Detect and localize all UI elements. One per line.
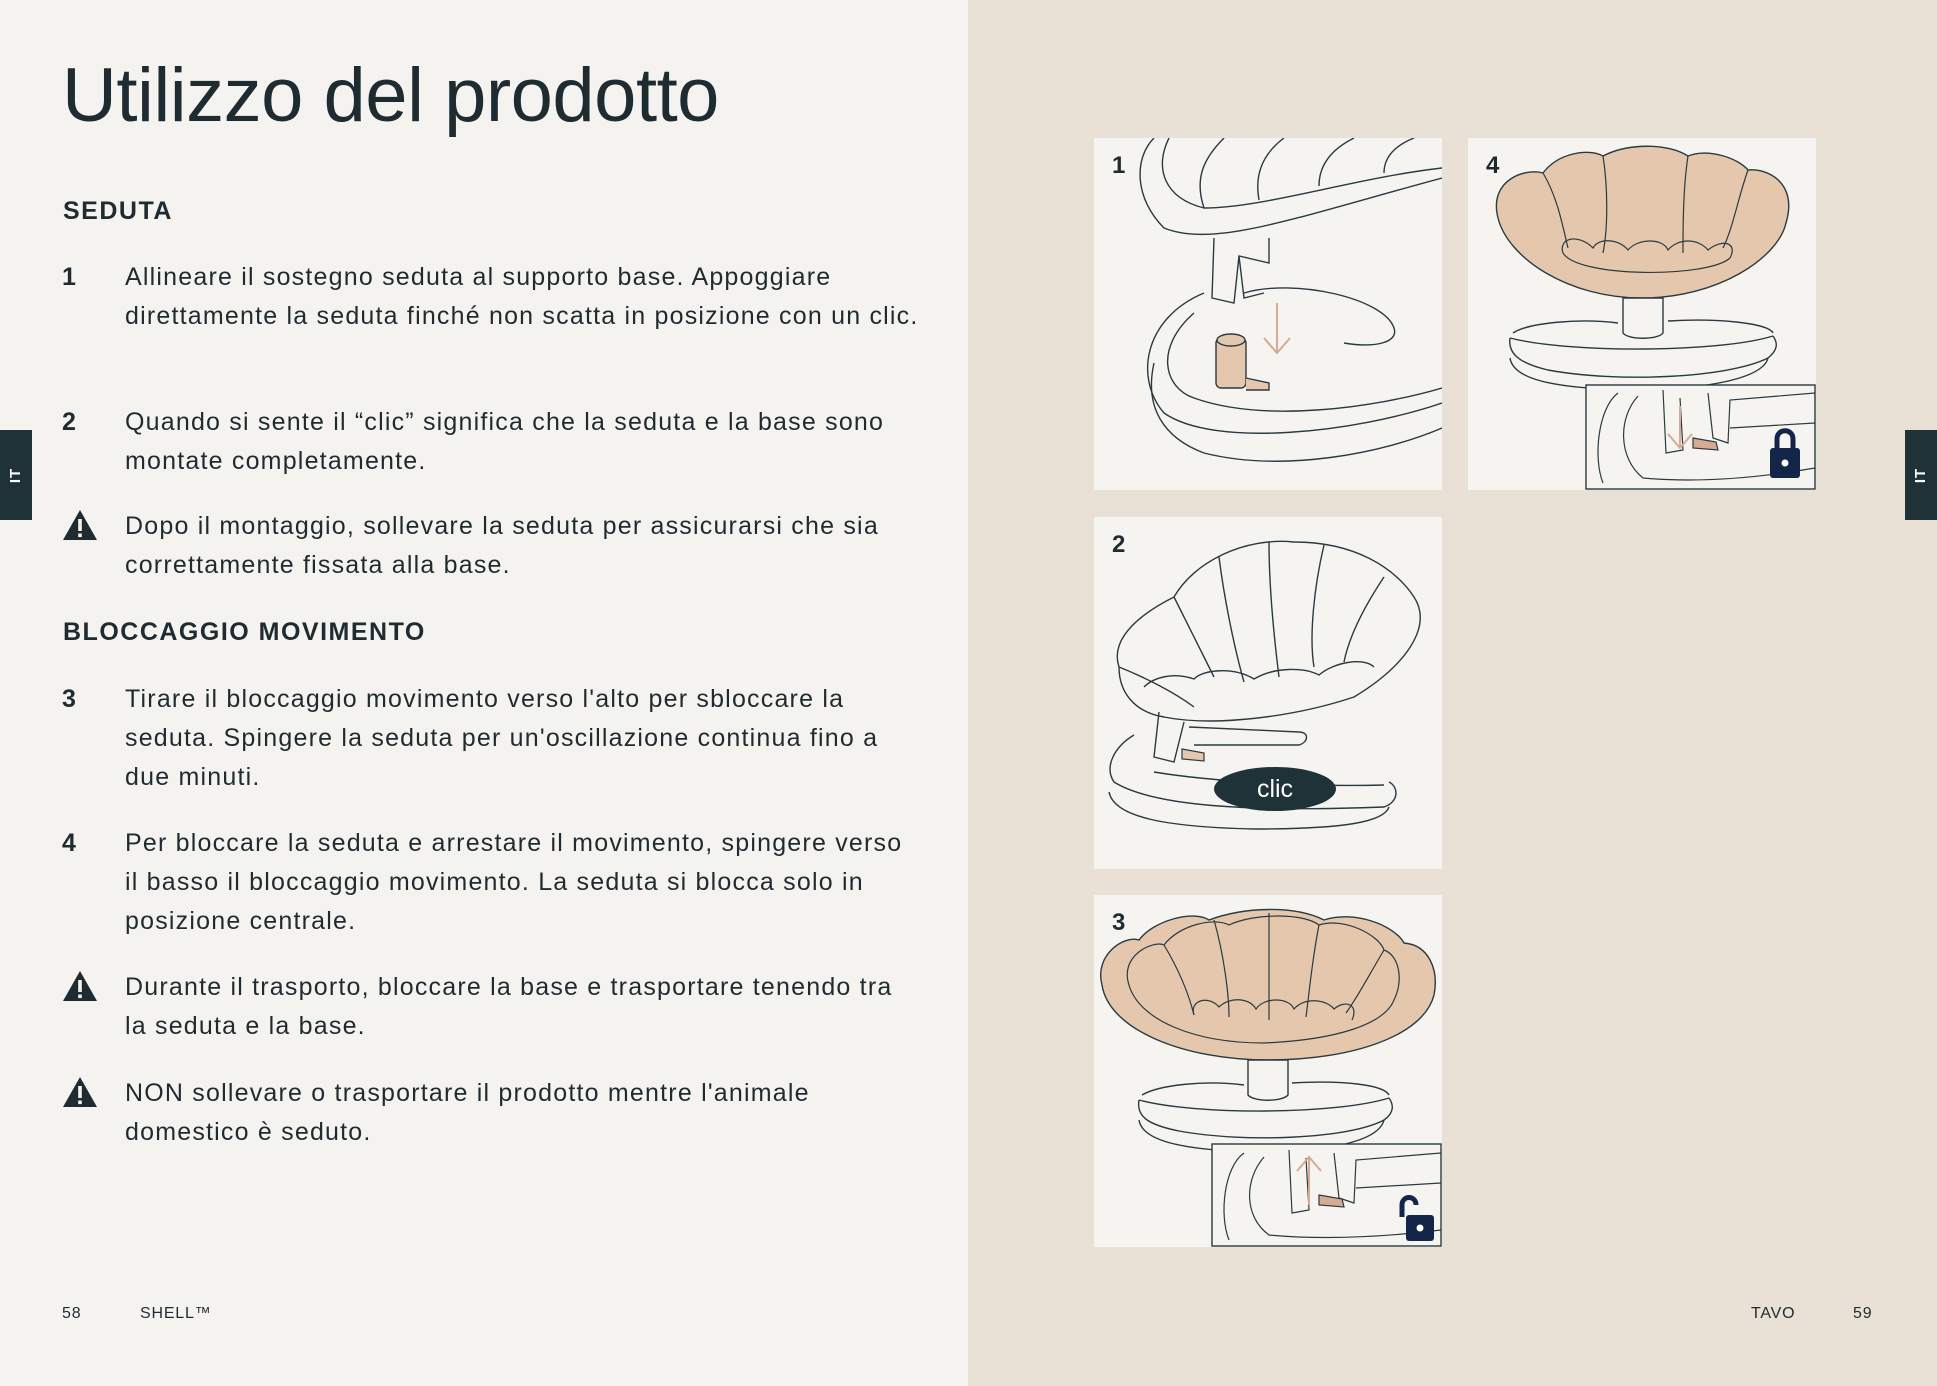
step-text: Allineare il sostegno seduta al supporto base. Appoggiare direttamente la seduta finché non scatta in posizione con un clic. (125, 263, 919, 330)
warning-2 (62, 968, 922, 1046)
brand-shell: SHELL™ (140, 1305, 212, 1322)
figure-number: 3 (1112, 909, 1126, 936)
brand-tavo: TAVO (1751, 1305, 1796, 1322)
figure-number: 2 (1112, 531, 1126, 558)
step-2 (62, 403, 922, 481)
warning-icon (62, 509, 98, 541)
figure-4-illustration (1468, 138, 1816, 490)
step-number: 1 (62, 263, 78, 291)
step-1 (62, 258, 922, 336)
figure-4-lock-movement (1468, 138, 1816, 490)
warning-text: NON sollevare o trasportare il prodotto mentre l'animale domestico è seduto. (125, 1079, 810, 1146)
figure-2-illustration (1094, 517, 1442, 869)
step-3 (62, 680, 922, 797)
figure-3-illustration (1094, 895, 1442, 1247)
warning-text: Durante il trasporto, bloccare la base e trasportare tenendo tra la seduta e la base. (125, 973, 893, 1040)
figure-1-illustration (1094, 138, 1442, 490)
figure-2-click (1094, 517, 1442, 869)
warning-icon (62, 970, 98, 1002)
figure-number: 1 (1112, 152, 1126, 179)
clic-badge-label: clic (1256, 774, 1294, 803)
step-text: Quando si sente il “clic” significa che la seduta e la base sono montate completamente. (125, 408, 885, 475)
clic-badge (1214, 767, 1336, 811)
step-number: 4 (62, 829, 78, 857)
step-text: Tirare il bloccaggio movimento verso l'alto per sbloccare la seduta. Spingere la seduta per un'oscillazione continua fino a due minuti. (125, 685, 879, 791)
warning-text: Dopo il montaggio, sollevare la seduta per assicurarsi che sia correttamente fissata alla base. (125, 512, 879, 579)
language-tab-right: IT (1905, 430, 1937, 520)
section-heading-bloccaggio-movimento: BLOCCAGGIO MOVIMENTO (63, 618, 426, 646)
page-title: Utilizzo del prodotto (62, 53, 719, 138)
figure-1-seat-alignment (1094, 138, 1442, 490)
warning-3 (62, 1074, 922, 1152)
step-4 (62, 824, 922, 941)
page-number-right: 59 (1853, 1305, 1873, 1322)
section-heading-seduta: SEDUTA (63, 197, 173, 225)
figure-number: 4 (1486, 152, 1500, 179)
figure-3-unlock-movement (1094, 895, 1442, 1247)
warning-1 (62, 507, 922, 585)
step-number: 3 (62, 685, 78, 713)
step-number: 2 (62, 408, 78, 436)
language-tab-left: IT (0, 430, 32, 520)
step-text: Per bloccare la seduta e arrestare il movimento, spingere verso il basso il bloccaggio movimento. La seduta si blocca solo in posizione centrale. (125, 829, 903, 935)
warning-icon (62, 1076, 98, 1108)
page-number-left: 58 (62, 1305, 82, 1322)
